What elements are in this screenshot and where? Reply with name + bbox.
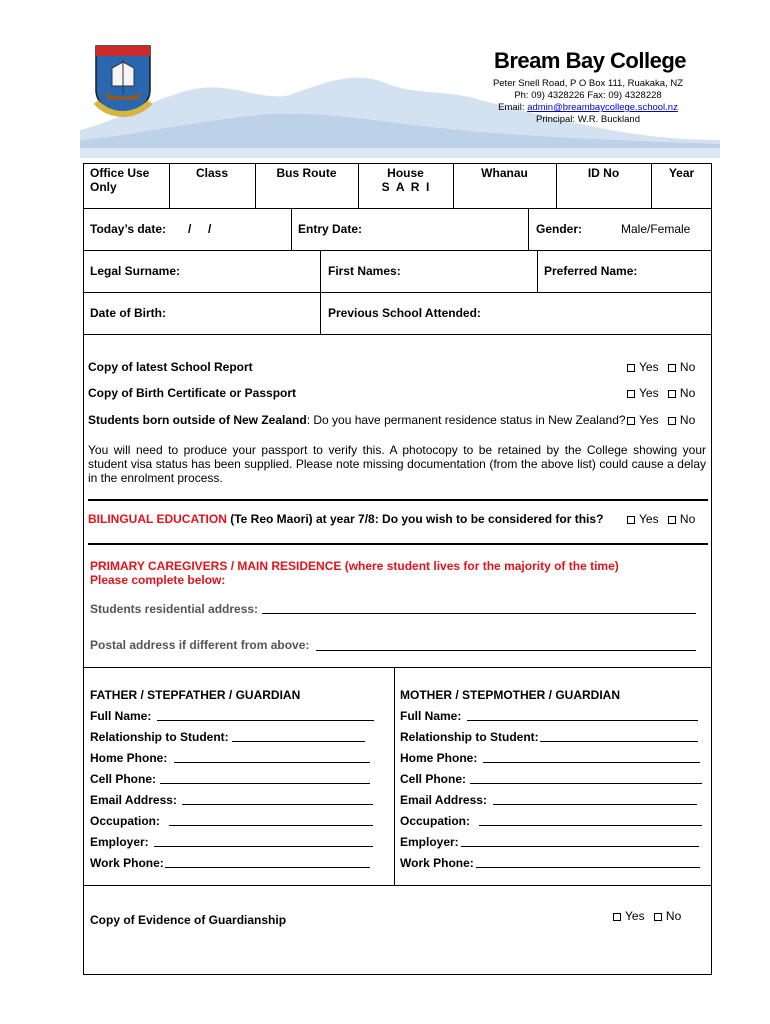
college-crest-logo: [90, 42, 156, 122]
bus-route-label: Bus Route: [276, 166, 337, 180]
preferred-name-label: Preferred Name:: [544, 264, 638, 278]
yes-label: Yes: [639, 360, 659, 374]
entry-date-label: Entry Date:: [298, 222, 363, 236]
mother-home-phone-line[interactable]: [483, 762, 700, 763]
col-divider: [528, 208, 529, 250]
divider-thick: [88, 543, 708, 545]
college-email-line: [468, 102, 708, 114]
row-divider: [83, 334, 712, 335]
postal-address-label: Postal address if different from above:: [90, 638, 310, 652]
father-relationship-label: Relationship to Student:: [90, 730, 229, 744]
bilingual-red: BILINGUAL EDUCATION: [88, 512, 227, 526]
class-label: Class: [195, 166, 229, 180]
yes-label: Yes: [639, 386, 659, 400]
no-label: No: [679, 413, 696, 427]
birth-cert-yes-no[interactable]: [627, 386, 695, 400]
row-divider: [83, 885, 712, 886]
college-address: Peter Snell Road, P O Box 111, Ruakaka, NZ: [492, 78, 684, 89]
school-report-yes-no[interactable]: [627, 360, 695, 374]
bilingual-rest: (Te Reo Maori) at year 7/8: Do you wish to be considered for this?: [226, 512, 604, 526]
checkbox-icon[interactable]: [654, 913, 662, 921]
col-divider: [320, 250, 321, 334]
father-title: FATHER / STEPFATHER / GUARDIAN: [90, 688, 301, 702]
principal: Principal: W.R. Buckland: [535, 114, 640, 125]
dob-label: Date of Birth:: [90, 306, 166, 320]
house-label: House: [387, 166, 424, 180]
year-label: Year: [668, 166, 695, 180]
mother-cell-phone-line[interactable]: [470, 783, 702, 784]
no-label: No: [679, 512, 696, 526]
bilingual-yes-no[interactable]: [627, 512, 695, 526]
father-email-line[interactable]: [182, 804, 373, 805]
checkbox-icon[interactable]: [668, 417, 676, 425]
todays-date-label: Today’s date:: [90, 222, 167, 236]
father-relationship-line[interactable]: [232, 741, 365, 742]
postal-address-line[interactable]: [316, 650, 696, 651]
father-occupation-line[interactable]: [169, 825, 373, 826]
col-divider: [537, 250, 538, 292]
id-no-label: ID No: [587, 166, 620, 180]
born-outside-bold: Students born outside of New Zealand: [88, 413, 307, 427]
no-label: No: [665, 909, 682, 923]
caregivers-subheading: Please complete below:: [90, 573, 226, 587]
college-phone: Ph: 09) 4328226 Fax: 09) 4328228: [514, 90, 662, 101]
father-employer-label: Employer:: [90, 835, 149, 849]
checkbox-icon[interactable]: [668, 516, 676, 524]
mother-occupation-line[interactable]: [479, 825, 702, 826]
email-link[interactable]: admin@breambaycollege.school.nz: [527, 102, 678, 113]
checkbox-icon[interactable]: [627, 364, 635, 372]
row-divider: [83, 667, 712, 668]
born-outside-question: [88, 413, 626, 427]
divider-thick: [88, 499, 708, 501]
legal-surname-label: Legal Surname:: [90, 264, 181, 278]
passport-note: You will need to produce your passport to verify this. A photocopy to be retained by the College showing your student visa status has been supplied. Please note missing documentation (from the above list) could cause a delay in the enrolment process.: [88, 443, 706, 485]
mother-employer-label: Employer:: [400, 835, 459, 849]
first-names-label: First Names:: [328, 264, 401, 278]
mother-relationship-label: Relationship to Student:: [400, 730, 539, 744]
yes-label: Yes: [625, 909, 645, 923]
yes-label: Yes: [639, 413, 659, 427]
prev-school-label: Previous School Attended:: [328, 306, 481, 320]
checkbox-icon[interactable]: [613, 913, 621, 921]
mother-email-line[interactable]: [493, 804, 697, 805]
bilingual-question: [88, 512, 603, 526]
col-divider: [394, 667, 395, 885]
mother-employer-line[interactable]: [461, 846, 699, 847]
school-report-label: Copy of latest School Report: [88, 360, 253, 374]
checkbox-icon[interactable]: [627, 390, 635, 398]
office-use-label: Office Use Only: [90, 166, 150, 194]
mother-title: MOTHER / STEPMOTHER / GUARDIAN: [400, 688, 621, 702]
guardianship-yes-no[interactable]: [613, 909, 681, 923]
gender-label: Gender:: [536, 222, 583, 236]
mother-cell-phone-label: Cell Phone:: [400, 772, 467, 786]
no-label: No: [679, 360, 696, 374]
checkbox-icon[interactable]: [668, 390, 676, 398]
mother-full-name-line[interactable]: [467, 720, 698, 721]
born-outside-rest: : Do you have permanent residence status in New Zealand?: [306, 413, 626, 427]
mother-full-name-label: Full Name:: [400, 709, 462, 723]
house-letters: S A R I: [381, 180, 430, 194]
row-divider: [83, 292, 712, 293]
mother-work-phone-label: Work Phone:: [400, 856, 474, 870]
father-work-phone-label: Work Phone:: [90, 856, 164, 870]
father-home-phone-label: Home Phone:: [90, 751, 168, 765]
college-name: Bream Bay College: [493, 48, 687, 73]
residence-yes-no[interactable]: [627, 413, 695, 427]
checkbox-icon[interactable]: [627, 417, 635, 425]
residential-address-label: Students residential address:: [90, 602, 259, 616]
father-employer-line[interactable]: [154, 846, 373, 847]
yes-label: Yes: [639, 512, 659, 526]
mother-home-phone-label: Home Phone:: [400, 751, 478, 765]
col-divider: [291, 208, 292, 250]
father-cell-phone-line[interactable]: [160, 783, 370, 784]
guardianship-label: Copy of Evidence of Guardianship: [90, 913, 287, 927]
residential-address-line[interactable]: [262, 613, 696, 614]
mother-occupation-label: Occupation:: [400, 814, 471, 828]
father-occupation-label: Occupation:: [90, 814, 161, 828]
mother-relationship-line[interactable]: [540, 741, 698, 742]
whanau-label: Whanau: [481, 166, 528, 180]
todays-date-field[interactable]: / /: [188, 222, 212, 236]
checkbox-icon[interactable]: [627, 516, 635, 524]
email-label: Email:: [498, 102, 528, 113]
birth-cert-label: Copy of Birth Certificate or Passport: [88, 386, 297, 400]
father-full-name-line[interactable]: [157, 720, 374, 721]
father-home-phone-line[interactable]: [174, 762, 370, 763]
father-cell-phone-label: Cell Phone:: [90, 772, 157, 786]
father-full-name-label: Full Name:: [90, 709, 152, 723]
no-label: No: [679, 386, 696, 400]
caregivers-heading: PRIMARY CAREGIVERS / MAIN RESIDENCE (where student lives for the majority of the time): [90, 559, 619, 573]
row-divider: [83, 250, 712, 251]
mother-email-label: Email Address:: [400, 793, 487, 807]
mother-work-phone-line[interactable]: [476, 867, 700, 868]
father-work-phone-line[interactable]: [165, 867, 370, 868]
checkbox-icon[interactable]: [668, 364, 676, 372]
gender-options[interactable]: Male/Female: [621, 222, 691, 236]
father-email-label: Email Address:: [90, 793, 177, 807]
